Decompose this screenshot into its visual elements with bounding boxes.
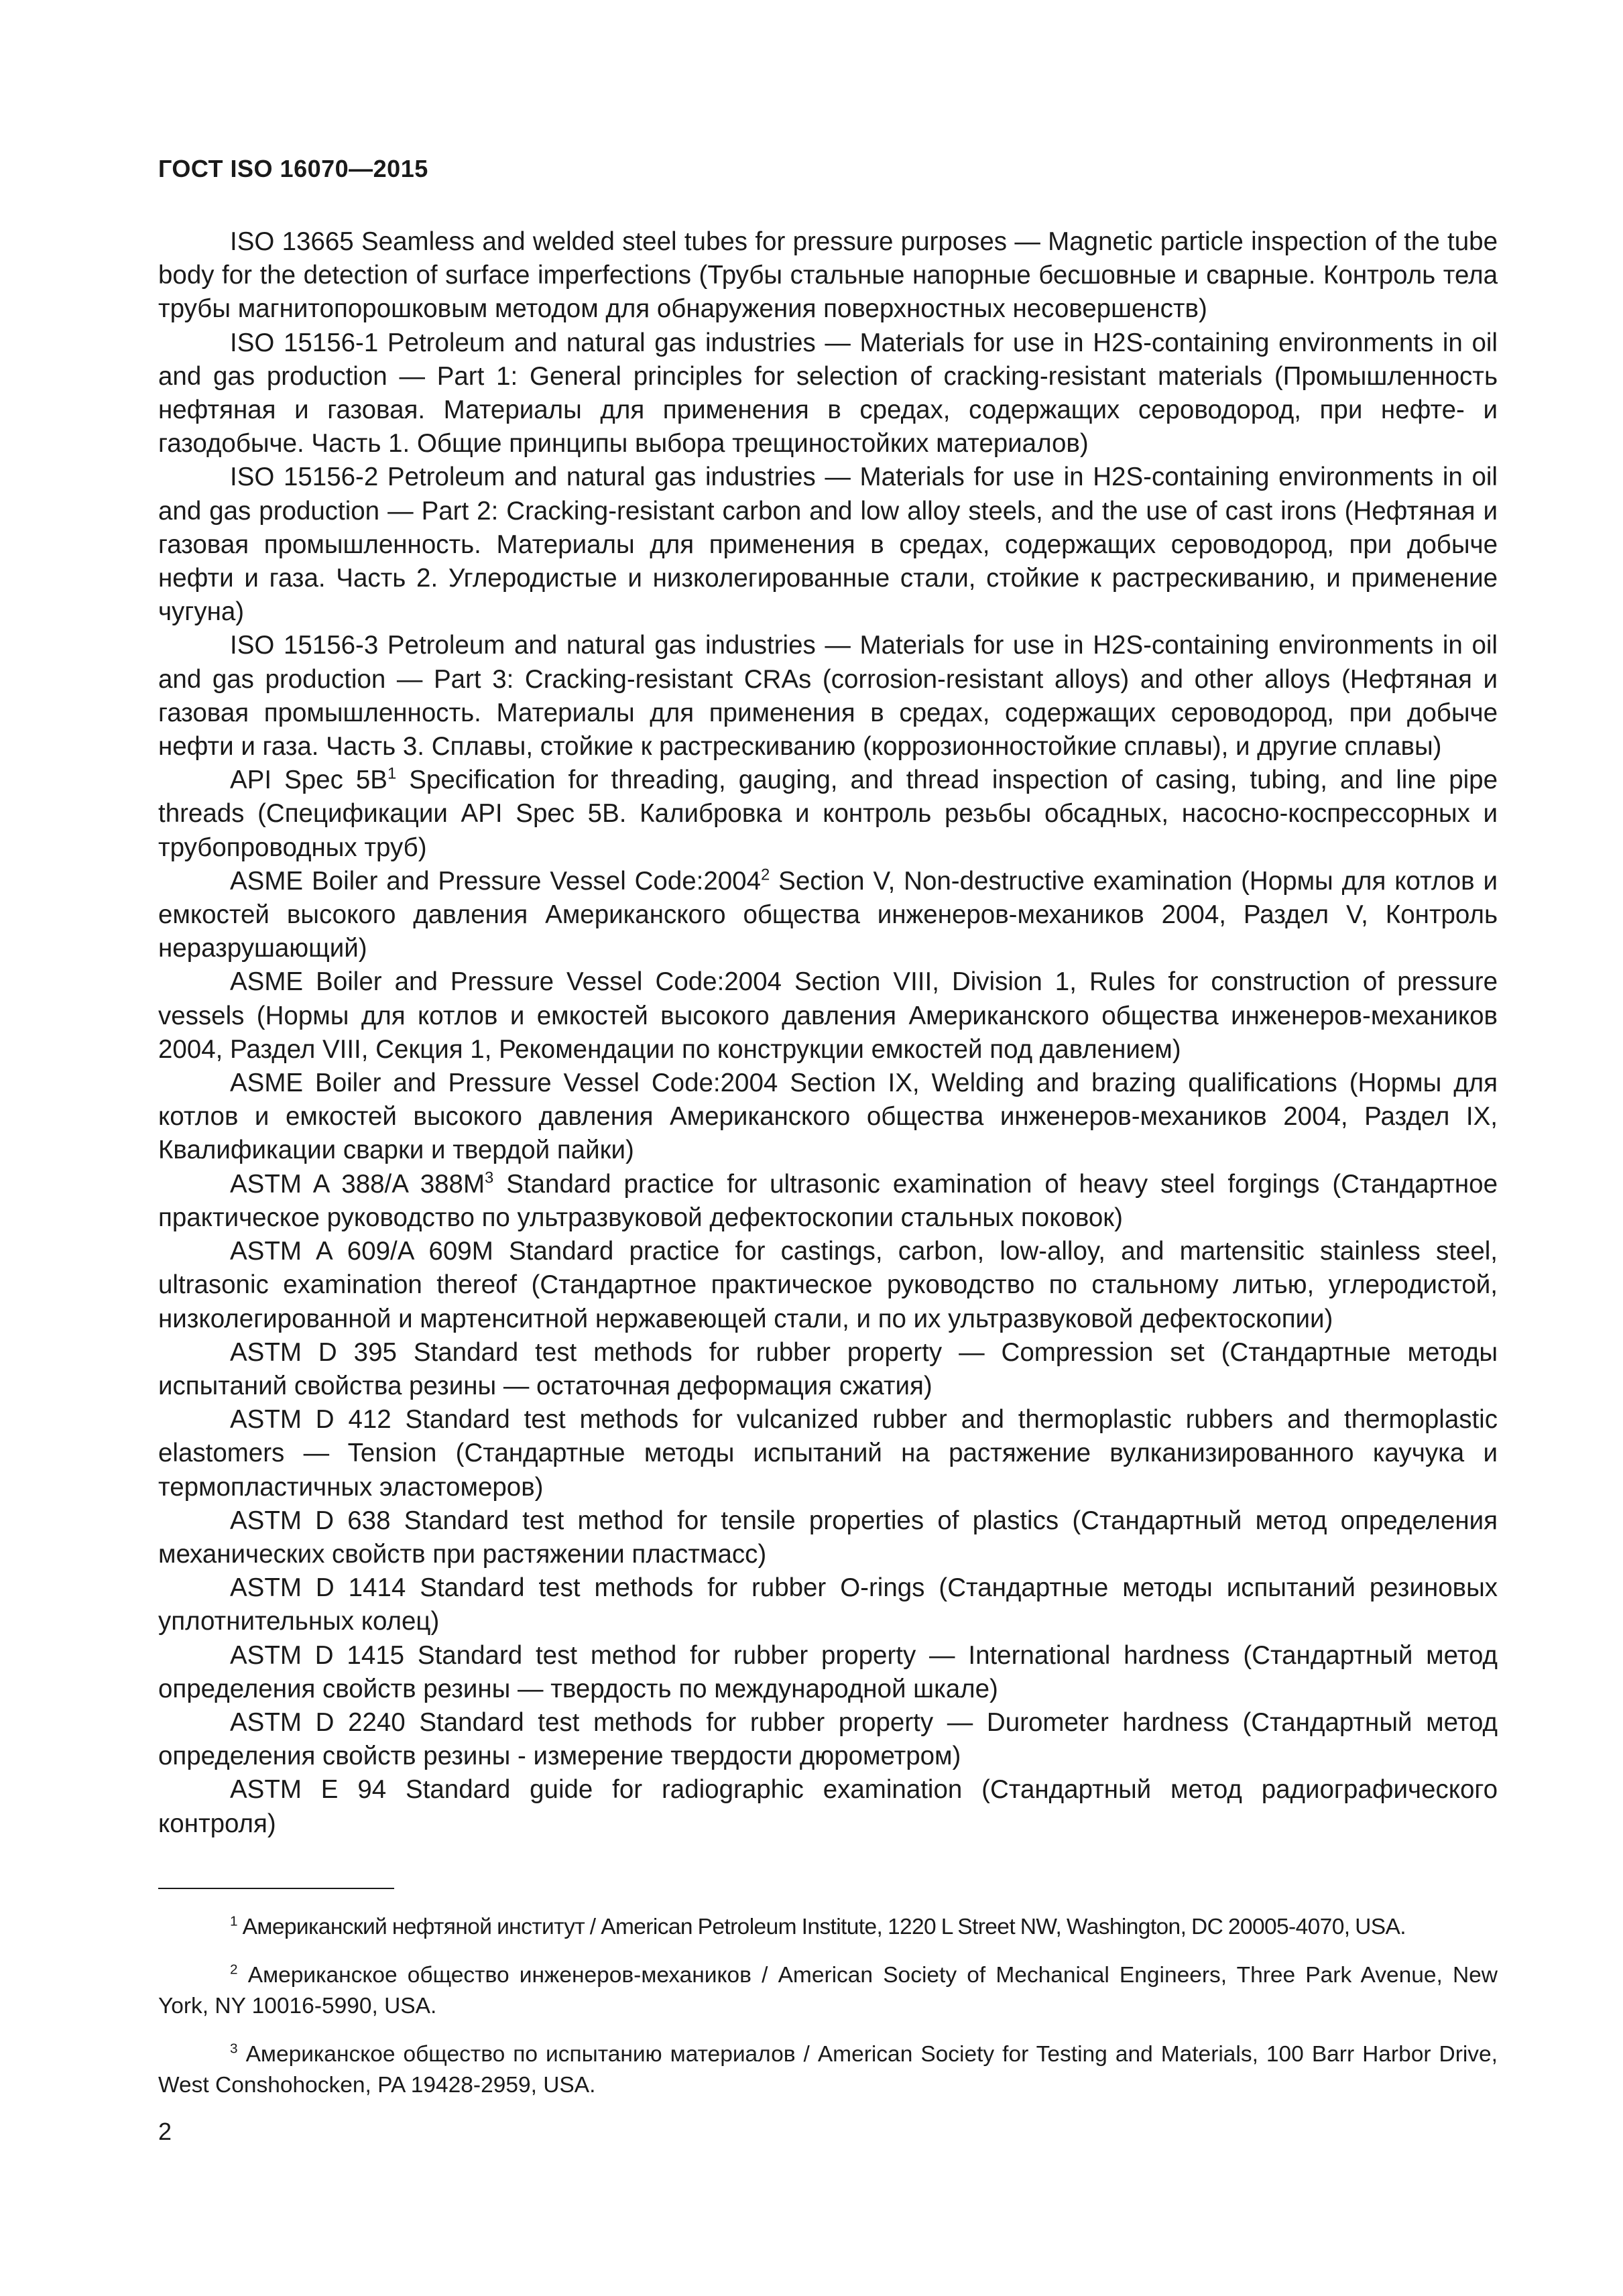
reference-item: ASTM D 2240 Standard test methods for rubber property — Durometer hardness (Стандартный метод определения свойств резины - измерение твердости дюрометром) [158, 1707, 1498, 1771]
reference-item: ASTM D 412 Standard test methods for vulcanized rubber and thermoplastic rubbers and thermoplastic elastomers — Tension (Стандартные методы испытаний на растяжение вулканизированного каучука и термопластичных эластомеров) [158, 1405, 1498, 1502]
reference-description: Section V, Non-destructive examination (Нормы для котлов и емкостей высокого давления Американского общества инженеров-механиков 2004, Раздел V, Контроль неразрушающий) [158, 866, 1498, 963]
reference-item: ISO 15156-1 Petroleum and natural gas industries — Materials for use in H2S-containing environments in oil and gas production — Part 1: General principles for selection of cracking-resistant materials (Промышленность нефтяная и газовая. Материалы для применения в средах, содержащих сероводород, при нефте- и газодобыче. Часть 1. Общие принципы выбора трещиностойких материалов) [158, 328, 1498, 459]
footnote-text: Американский нефтяной институт / American Petroleum Institute, 1220 L Street NW, Washington, DC 20005-4070, USA. [237, 1915, 1406, 1939]
footnote-marker: 1 [230, 1913, 237, 1929]
footnote [158, 1912, 1498, 1943]
footnote [158, 2039, 1498, 2101]
reference-item: ISO 13665 Seamless and welded steel tubes for pressure purposes — Magnetic particle inspection of the tube body for the detection of surface imperfections (Трубы стальные напорные бесшовные и сварные. Контроль тела трубы магнитопорошковым методом для обнаружения поверхностных несовершенств) [158, 227, 1498, 324]
reference-description: Specification for threading, gauging, and thread inspection of casing, tubing, and line pipe threads (Спецификации API Spec 5B. Калибровка и контроль резьбы обсадных, насосно-коспрессорных и трубопроводных труб) [158, 766, 1498, 862]
footnote [158, 1960, 1498, 2022]
reference-item: ASTM A 609/A 609M Standard practice for castings, carbon, low-alloy, and martensitic stainless steel, ultrasonic examination thereof (Стандартное практическое руководство по стальному литью, углеродистой, низколегированной и мартенситной нержавеющей стали, и по их ультразвуковой дефектоскопии) [158, 1237, 1498, 1333]
footnote-ref: 3 [485, 1168, 494, 1187]
footnote-divider [158, 1888, 394, 1889]
reference-item: ASTM D 395 Standard test methods for rubber property — Compression set (Стандартные методы испытаний свойства резины — остаточная деформация сжатия) [158, 1337, 1498, 1400]
reference-title: API Spec 5B [230, 766, 387, 795]
reference-item [158, 764, 1498, 865]
reference-item: ASME Boiler and Pressure Vessel Code:2004 Section VIII, Division 1, Rules for construction of pressure vessels (Нормы для котлов и емкостей высокого давления Американского общества инженеров-механиков 2004, Раздел VIII, Секция 1, Рекомендации по конструкции емкостей под давлением) [158, 967, 1498, 1064]
footnote-marker: 2 [230, 1961, 238, 1978]
reference-item: ASTM D 1415 Standard test method for rubber property — International hardness (Стандартный метод определения свойств резины — твердость по международной шкале) [158, 1640, 1498, 1703]
reference-item: ISO 15156-3 Petroleum and natural gas industries — Materials for use in H2S-containing environments in oil and gas production — Part 3: Cracking-resistant CRAs (corrosion-resistant alloys) and other alloys (Нефтяная и газовая промышленность. Материалы для применения в средах, содержащих сероводород, при добыче нефти и газа. Часть 3. Сплавы, стойкие к растрескиванию (коррозионностойкие сплавы), и другие сплавы) [158, 631, 1498, 762]
reference-item [158, 1168, 1498, 1235]
reference-description: Standard practice for ultrasonic examination of heavy steel forgings (Стандартное практическое руководство по ультразвуковой дефектоскопии стальных поковок) [158, 1169, 1498, 1232]
document-header: ГОСТ ISO 16070—2015 [158, 155, 428, 182]
footnote-ref: 2 [761, 865, 770, 884]
reference-item [158, 865, 1498, 966]
footnote-ref: 1 [387, 764, 397, 783]
normative-references [158, 225, 1498, 1841]
reference-title: ASTM A 388/A 388M [230, 1169, 485, 1199]
footnote-text: Американское общество по испытанию материалов / American Society for Testing and Materials, 100 Barr Harbor Drive, West Conshohocken, PA 19428-2959, USA. [158, 2042, 1498, 2098]
page-number: 2 [158, 2118, 172, 2145]
reference-item: ASME Boiler and Pressure Vessel Code:2004 Section IX, Welding and brazing qualifications (Нормы для котлов и емкостей высокого давления Американского общества инженеров-механиков 2004, Раздел IX, Квалификации сварки и твердой пайки) [158, 1069, 1498, 1165]
footnotes [158, 1912, 1498, 2118]
reference-item: ASTM D 1414 Standard test methods for rubber O-rings (Стандартные методы испытаний резиновых уплотнительных колец) [158, 1573, 1498, 1636]
reference-item: ISO 15156-2 Petroleum and natural gas industries — Materials for use in H2S-containing environments in oil and gas production — Part 2: Cracking-resistant carbon and low alloy steels, and the use of cast irons (Нефтяная и газовая промышленность. Материалы для применения в средах, содержащих сероводород, при добыче нефти и газа. Часть 2. Углеродистые и низколегированные стали, стойкие к растрескиванию, и применение чугуна) [158, 463, 1498, 627]
footnote-text: Американское общество инженеров-механиков / American Society of Mechanical Engineers, Three Park Avenue, New York, NY 10016-5990, USA. [158, 1963, 1498, 2018]
footnote-marker: 3 [230, 2041, 238, 2057]
reference-title: ASME Boiler and Pressure Vessel Code:2004 [230, 866, 762, 896]
reference-item: ASTM E 94 Standard guide for radiographic examination (Стандартный метод радиографического контроля) [158, 1775, 1498, 1838]
reference-item: ASTM D 638 Standard test method for tensile properties of plastics (Стандартный метод определения механических свойств при растяжении пластмасс) [158, 1506, 1498, 1569]
